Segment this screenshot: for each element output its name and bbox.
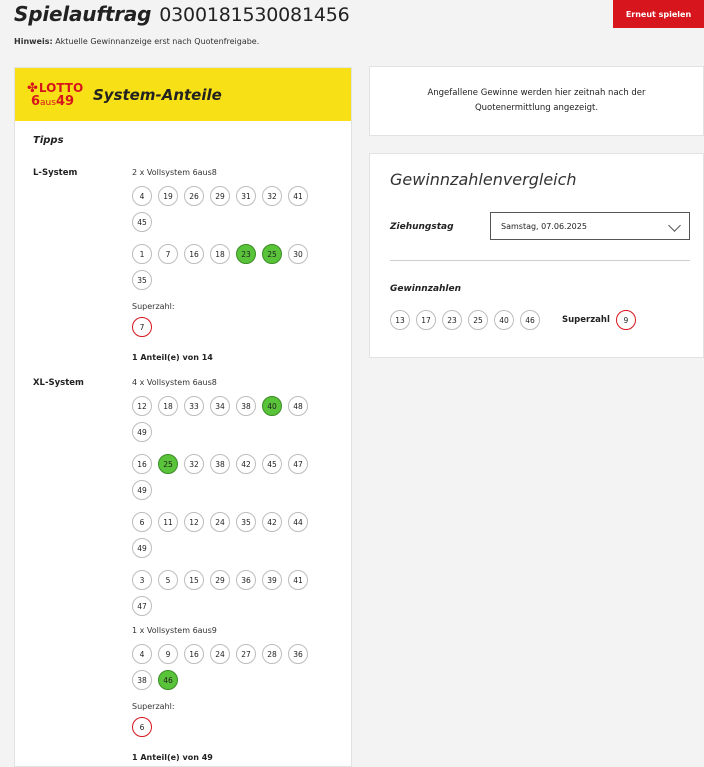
info-line2: Quotenermittlung angezeigt. — [474, 103, 599, 113]
xl-system-name-2: 1 x Vollsystem 6aus9 — [132, 626, 217, 635]
draw-date-label: Ziehungstag — [390, 222, 454, 232]
number-ball: 38 — [132, 670, 152, 690]
xl-superzahl-row — [132, 717, 317, 743]
number-ball: 24 — [210, 644, 230, 664]
number-ball: 15 — [184, 570, 204, 590]
info-line1: Angefallene Gewinne werden hier zeitnah nach der — [427, 88, 646, 98]
l-system-name: 2 x Vollsystem 6aus8 — [132, 168, 217, 177]
l-system-content — [132, 168, 317, 362]
number-row — [132, 570, 317, 622]
number-ball: 44 — [288, 512, 308, 532]
logo-num6: 6 — [31, 93, 41, 109]
number-ball: 36 — [288, 644, 308, 664]
number-ball: 32 — [262, 186, 282, 206]
number-ball: 33 — [184, 396, 204, 416]
page-title — [14, 2, 350, 26]
number-ball: 38 — [236, 396, 256, 416]
xl-system-rows-2 — [132, 644, 317, 696]
comparison-card — [369, 153, 704, 358]
number-ball: 47 — [132, 596, 152, 616]
clover-icon: ✤ — [27, 80, 38, 96]
hint-label: Hinweis: — [14, 37, 53, 46]
hint-text — [14, 37, 259, 46]
draw-date-select[interactable] — [490, 212, 690, 240]
comparison-title: Gewinnzahlenvergleich — [390, 170, 577, 189]
l-superzahl-label: Superzahl: — [132, 302, 175, 311]
xl-system-name: 4 x Vollsystem 6aus8 — [132, 378, 217, 387]
number-ball-hit: 23 — [236, 244, 256, 264]
superzahl-ball: 6 — [132, 717, 152, 737]
number-ball: 28 — [262, 644, 282, 664]
number-ball: 42 — [262, 512, 282, 532]
logo-num49: 49 — [55, 93, 75, 109]
xl-system-content — [132, 378, 317, 762]
number-ball: 1 — [132, 244, 152, 264]
winning-number-ball: 13 — [390, 310, 410, 330]
number-ball: 29 — [210, 570, 230, 590]
number-ball: 3 — [132, 570, 152, 590]
number-ball: 24 — [210, 512, 230, 532]
xl-system-rows — [132, 396, 317, 622]
lotto-logo — [27, 82, 91, 108]
order-number: 0300181530081456 — [159, 4, 350, 26]
number-ball: 12 — [184, 512, 204, 532]
xl-superzahl-label: Superzahl: — [132, 702, 175, 711]
logo-aus: aus — [40, 97, 56, 108]
number-ball: 16 — [132, 454, 152, 474]
number-ball-hit: 25 — [262, 244, 282, 264]
number-ball: 42 — [236, 454, 256, 474]
number-ball: 6 — [132, 512, 152, 532]
page-title-text: Spielauftrag — [14, 2, 152, 26]
number-ball: 7 — [158, 244, 178, 264]
number-row — [132, 454, 317, 506]
xl-share: 1 Anteil(e) von 49 — [132, 753, 213, 762]
replay-button[interactable]: Erneut spielen — [613, 0, 704, 28]
number-ball: 4 — [132, 186, 152, 206]
number-ball: 32 — [184, 454, 204, 474]
number-row — [132, 512, 317, 564]
number-ball: 48 — [288, 396, 308, 416]
number-ball: 16 — [184, 644, 204, 664]
winning-superzahl-label: Superzahl — [562, 315, 610, 325]
number-row — [132, 186, 317, 238]
superzahl-ball: 7 — [132, 317, 152, 337]
number-ball: 26 — [184, 186, 204, 206]
number-row — [132, 396, 317, 448]
chevron-down-icon — [668, 219, 681, 232]
number-ball: 12 — [132, 396, 152, 416]
logo-line1: LOTTO — [38, 81, 84, 95]
l-system-label: L-System — [33, 168, 78, 178]
system-shares-card — [14, 67, 352, 767]
l-share: 1 Anteil(e) von 14 — [132, 353, 213, 362]
number-ball: 36 — [236, 570, 256, 590]
winning-number-ball: 23 — [442, 310, 462, 330]
number-ball: 27 — [236, 644, 256, 664]
number-ball: 41 — [288, 186, 308, 206]
number-ball: 4 — [132, 644, 152, 664]
winning-numbers-label: Gewinnzahlen — [390, 284, 462, 294]
number-ball: 18 — [210, 244, 230, 264]
number-ball: 30 — [288, 244, 308, 264]
l-system-rows — [132, 186, 317, 296]
section-title: System-Anteile — [93, 85, 222, 104]
number-ball: 29 — [210, 186, 230, 206]
number-ball: 47 — [288, 454, 308, 474]
l-superzahl-row — [132, 317, 317, 343]
winning-number-ball: 40 — [494, 310, 514, 330]
number-ball: 5 — [158, 570, 178, 590]
number-ball: 45 — [262, 454, 282, 474]
number-ball-hit: 40 — [262, 396, 282, 416]
number-row — [132, 244, 317, 296]
number-ball: 18 — [158, 396, 178, 416]
winning-number-ball: 17 — [416, 310, 436, 330]
number-row — [132, 644, 317, 696]
number-ball: 49 — [132, 480, 152, 500]
divider — [390, 260, 690, 261]
number-ball: 11 — [158, 512, 178, 532]
info-card — [369, 66, 704, 136]
number-ball: 38 — [210, 454, 230, 474]
winning-number-ball: 25 — [468, 310, 488, 330]
winning-balls — [390, 310, 546, 330]
winning-number-ball: 46 — [520, 310, 540, 330]
draw-date-value: Samstag, 07.06.2025 — [501, 221, 587, 231]
number-ball: 39 — [262, 570, 282, 590]
number-ball-hit: 25 — [158, 454, 178, 474]
number-ball: 9 — [158, 644, 178, 664]
number-ball: 49 — [132, 422, 152, 442]
xl-system-label: XL-System — [33, 378, 84, 388]
number-ball-hit: 46 — [158, 670, 178, 690]
winning-numbers-row — [390, 310, 642, 330]
card-header — [15, 68, 351, 121]
winning-superzahl-ball: 9 — [616, 310, 636, 330]
number-ball: 41 — [288, 570, 308, 590]
number-ball: 35 — [236, 512, 256, 532]
number-ball: 45 — [132, 212, 152, 232]
number-ball: 35 — [132, 270, 152, 290]
hint-message: Aktuelle Gewinnanzeige erst nach Quotenfreigabe. — [55, 37, 260, 46]
number-ball: 31 — [236, 186, 256, 206]
number-ball: 34 — [210, 396, 230, 416]
number-ball: 16 — [184, 244, 204, 264]
tipps-title: Tipps — [33, 135, 64, 146]
number-ball: 19 — [158, 186, 178, 206]
number-ball: 49 — [132, 538, 152, 558]
